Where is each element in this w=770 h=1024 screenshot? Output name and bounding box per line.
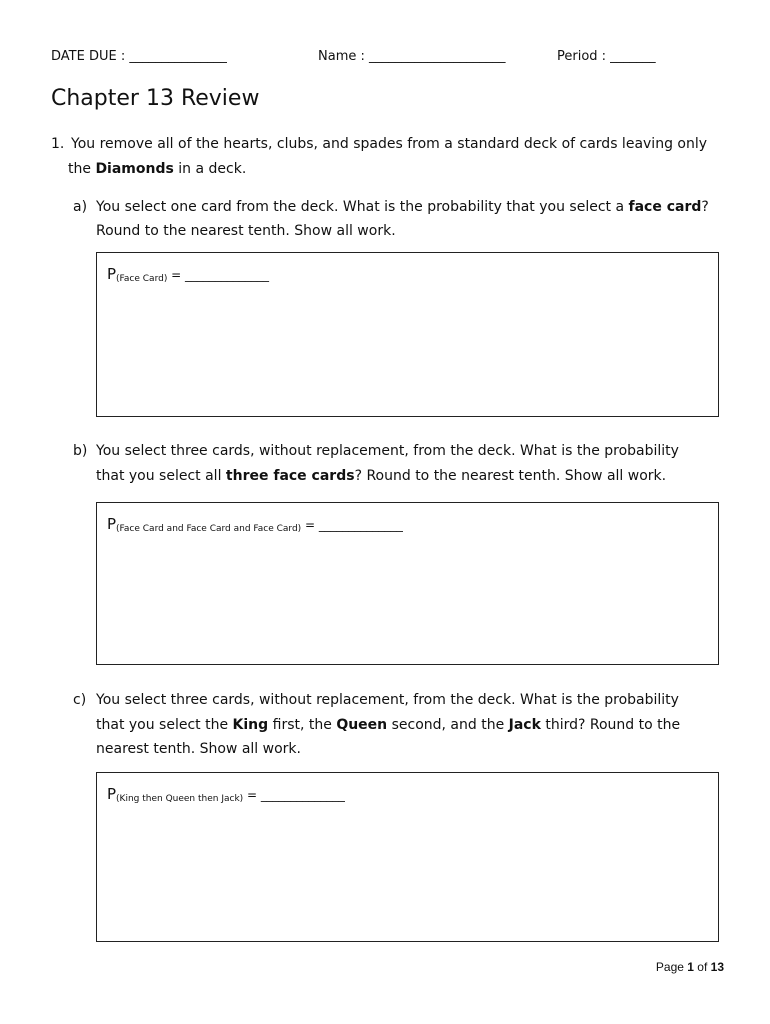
part-b-letter: b) [73,443,88,459]
part-c-answer-blank[interactable]: ______________ [260,788,345,802]
three-face-cards-bold-text: three face cards [225,468,355,484]
part-a-letter: a) [73,199,88,215]
part-b-formula: $P_{(Face Card and Face Card and Face Card)}$ = ______________ [107,515,403,534]
part-c-letter: c) [73,692,87,708]
part-a-line-1: You select one card from the deck. What is the probability that you select a face card? [96,199,709,215]
part-a-answer-blank[interactable]: ______________ [185,268,270,282]
part-a-formula: $P_{(Face Card)}$ = ______________ [107,265,270,284]
part-c-formula: $P_{(King then Queen then Jack)}$ = ______________ [107,785,345,804]
question-1-number: 1. [51,136,65,152]
jack-bold-text: Jack [508,717,541,733]
page-number: Page 1 of 13 [655,960,724,974]
king-bold-text: King [232,717,269,733]
part-b-line-1: You select three cards, without replacement, from the deck. What is the probability [96,443,679,459]
date-due-field: DATE DUE : _______________ [51,49,227,64]
question-1-line-1: You remove all of the hearts, clubs, and spades from a standard deck of cards leaving only [71,136,708,152]
queen-bold-text: Queen [336,717,388,733]
page-title: Chapter 13 Review [51,86,260,111]
part-b-answer-box[interactable] [96,502,719,665]
face-card-bold-text: face card [628,199,702,215]
question-1-line-2: the Diamonds in a deck. [68,161,247,177]
part-c-line-3: nearest tenth. Show all work. [96,741,301,757]
part-a-line-2: Round to the nearest tenth. Show all work. [96,223,396,239]
part-b-line-2: that you select all three face cards? Round to the nearest tenth. Show all work. [96,468,667,484]
diamonds-bold-text: Diamonds [95,161,174,177]
part-b-answer-blank[interactable]: ______________ [318,518,403,532]
part-c-line-1: You select three cards, without replacement, from the deck. What is the probability [96,692,679,708]
part-c-answer-box[interactable] [96,772,719,942]
name-field: Name : _____________________ [318,49,506,64]
part-a-answer-box[interactable] [96,252,719,417]
part-c-line-2: that you select the King first, the Queen second, and the Jack third? Round to the [96,717,681,733]
period-field: Period : _______ [557,49,656,64]
